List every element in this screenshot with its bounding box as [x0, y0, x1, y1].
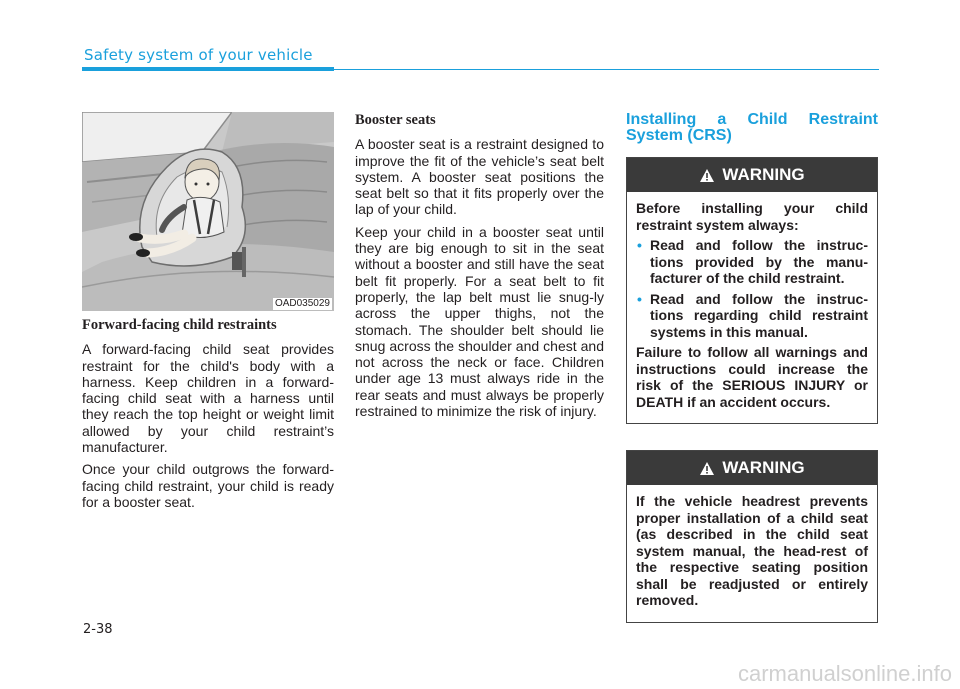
warning-text: If the vehicle headrest prevents proper installation of a child seat (as described in the child seat system manual, the head-rest of the respective seating position shall be readjusted or entirely removed. — [636, 493, 868, 608]
list-item: • Read and follow the instruc-tions provided by the manu-facturer of the child restraint. — [636, 237, 868, 287]
paragraph: Once your child outgrows the forward-facing child restraint, your child is ready for a booster seat. — [82, 461, 334, 510]
child-seat-illustration — [82, 112, 334, 311]
warning-triangle-icon — [699, 168, 715, 183]
warning-title: WARNING — [722, 164, 805, 184]
heading-installing-crs: Installing a Child Restraint System (CRS) — [626, 111, 878, 144]
warning-outro: Failure to follow all warnings and instructions could increase the risk of the SERIOUS INJURY or DEATH if an accident occurs. — [636, 344, 868, 410]
page-number: 2-38 — [83, 622, 113, 637]
paragraph: Keep your child in a booster seat until they are big enough to sit in the seat without a booster and still have the seat belt fit properly. For a seat belt to fit properly, the lap belt must lie snug-ly across the upper thighs, not the stomach. The shoulder belt should lie snug across the shoulder and chest and not across the neck or face. Children under age 13 must always ride in the rear seats and must always be properly restrained to minimize the risk of injury. — [355, 223, 604, 420]
warning-intro: Before installing your child restraint system always: — [636, 200, 868, 233]
warning-triangle-icon — [699, 461, 715, 476]
paragraph: A booster seat is a restraint designed to improve the fit of the vehicle’s seat belt system. A booster seat positions the seat belt so that it fits properly over the lap of your child. — [355, 136, 604, 218]
column-left — [82, 112, 334, 516]
column-middle — [355, 112, 604, 425]
warning-bullet-list — [636, 237, 868, 340]
figure-code: OAD035029 — [274, 298, 330, 309]
child-seat-drawing — [82, 112, 334, 311]
section-title: Safety system of your vehicle — [84, 46, 313, 64]
heading-forward-facing: Forward-facing child restraints — [82, 317, 277, 333]
list-item: • Read and follow the instruc-tions regarding child restraint systems in this manual. — [636, 291, 868, 341]
warning-box — [626, 157, 878, 424]
warning-box — [626, 450, 878, 623]
watermark: carmanualsonline.info — [737, 661, 952, 686]
warning-title: WARNING — [722, 457, 805, 477]
warning-header — [627, 451, 877, 485]
heading-booster-seats: Booster seats — [355, 112, 436, 128]
header-rule-accent — [82, 67, 334, 71]
warning-body — [627, 485, 877, 622]
paragraph: A forward-facing child seat provides restraint for the child's body with a harness. Keep children in a forward-facing child seat with a harness until they reach the top height or weight limit allowed by your child restraint’s manufacturer. — [82, 341, 334, 456]
warning-header — [627, 158, 877, 192]
warning-body — [627, 192, 877, 423]
column-right — [626, 112, 878, 623]
header-rule — [334, 69, 879, 70]
